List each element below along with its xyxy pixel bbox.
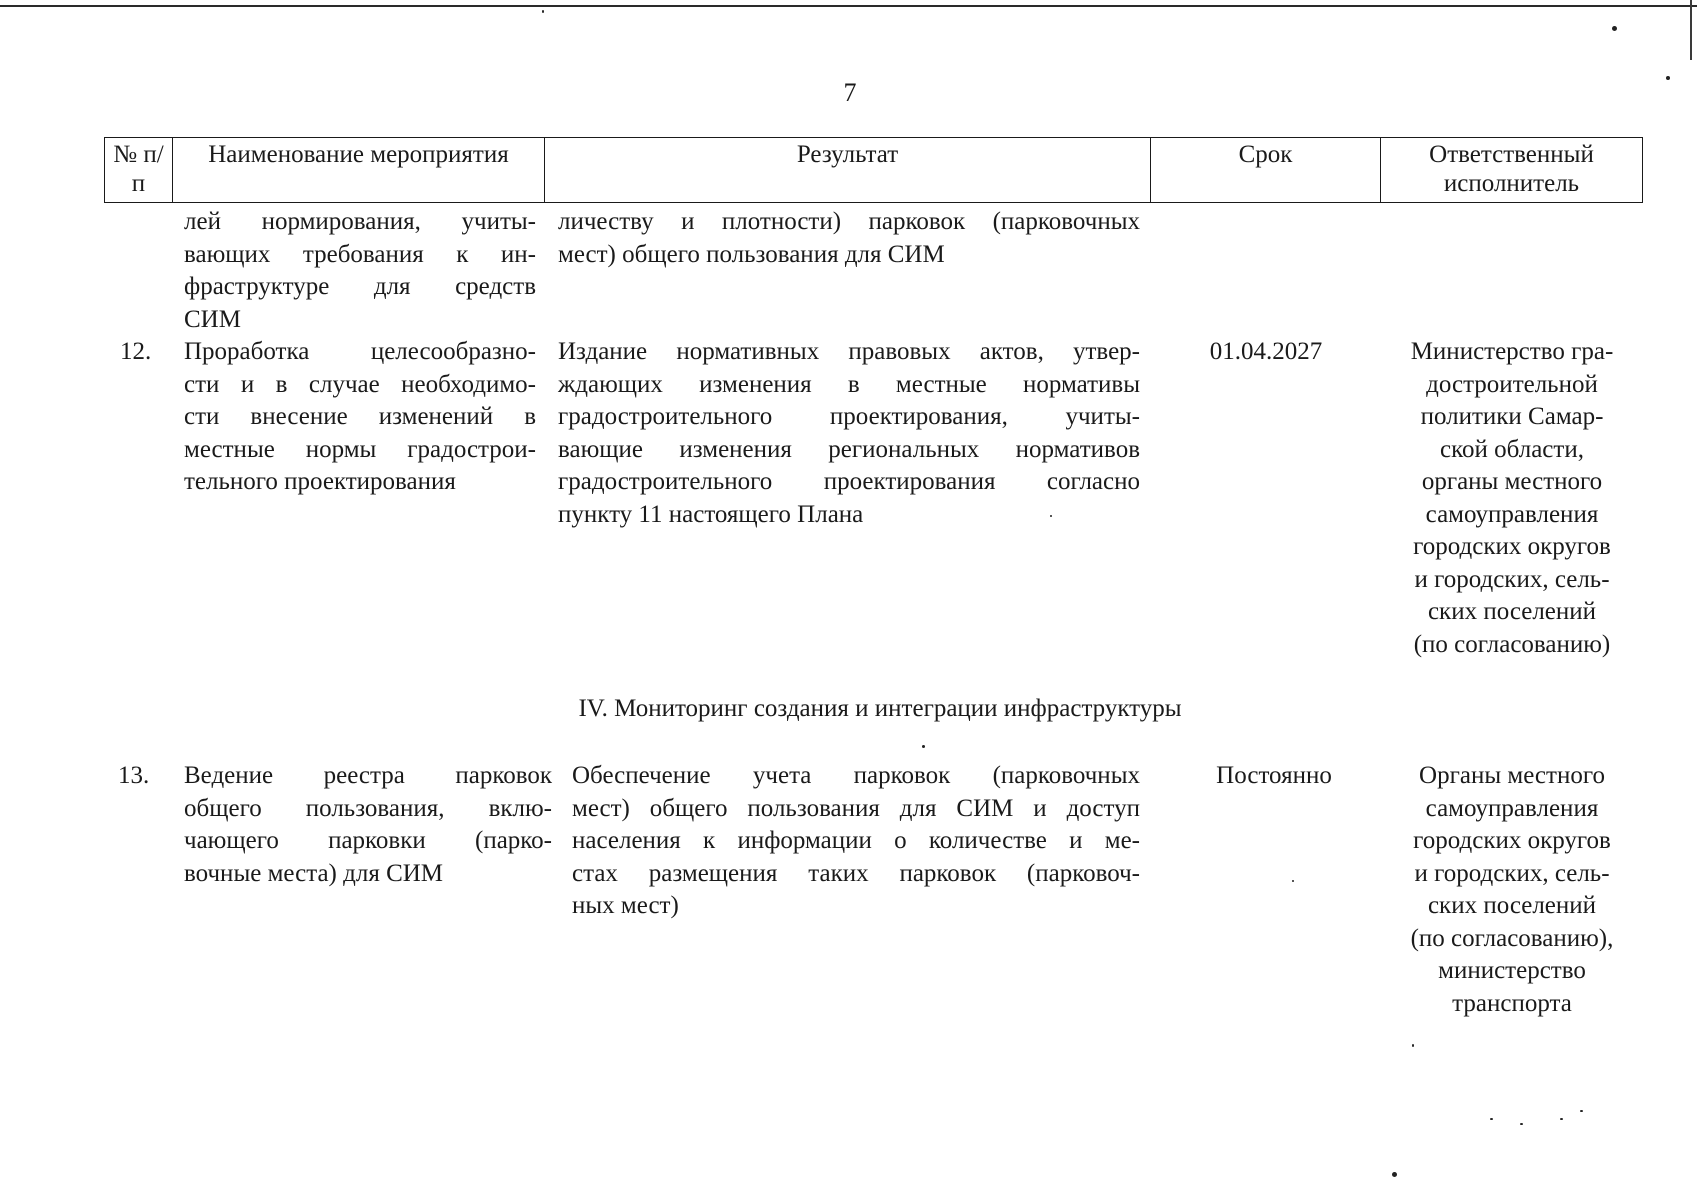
header-result: Результат xyxy=(545,138,1151,203)
scan-speck xyxy=(1292,880,1294,882)
text-line: тельного проектирования xyxy=(184,468,456,495)
text-line: Органы местного xyxy=(1419,762,1605,789)
text-line: достроительной xyxy=(1426,370,1598,398)
row-12-deadline: 01.04.2027 xyxy=(1209,338,1323,365)
header-name: Наименование мероприятия xyxy=(173,138,545,203)
row-12-num: 12. xyxy=(120,338,152,365)
scan-speck xyxy=(1612,26,1617,31)
row-13-name-cell xyxy=(184,760,552,890)
header-responsible: Ответственный исполнитель xyxy=(1381,138,1643,203)
text-line: органы местного xyxy=(1421,468,1603,495)
row-13-deadline: Постоянно xyxy=(1216,762,1332,789)
text-line: и городских, сель- xyxy=(1414,859,1610,887)
scan-speck xyxy=(1490,1118,1493,1120)
scan-speck xyxy=(1520,1123,1523,1125)
text-line: самоуправления xyxy=(1425,794,1599,822)
text-line: лей нормирования, учиты- xyxy=(184,208,536,235)
text-line: пункту 11 настоящего Плана xyxy=(558,500,864,528)
text-line: Проработка целесообразно- xyxy=(184,338,536,365)
header-num: № п/п xyxy=(105,138,173,203)
header-deadline: Срок xyxy=(1151,138,1381,203)
row-13-num: 13. xyxy=(118,762,150,789)
text-line: СИМ xyxy=(184,305,241,333)
text-line: населения к информации о количестве и ме- xyxy=(572,827,1140,854)
text-line: вающих требования к ин- xyxy=(184,240,536,268)
text-line: ской области, xyxy=(1440,435,1584,463)
text-line: Министерство гра- xyxy=(1410,338,1614,365)
text-line: министерство xyxy=(1438,957,1586,984)
continuation-name-cell xyxy=(184,206,536,336)
text-line: городских округов xyxy=(1413,827,1611,854)
text-line: чающего парковки (парко- xyxy=(184,827,552,854)
text-line: ных мест) xyxy=(572,892,679,919)
row-13-responsible-cell xyxy=(1384,760,1640,1020)
scan-speck xyxy=(1666,76,1670,80)
row-12-responsible-cell xyxy=(1384,336,1640,661)
scan-border-right xyxy=(1690,0,1692,60)
text-line: ских поселений xyxy=(1427,598,1597,625)
row-12-name-cell xyxy=(184,336,536,499)
text-line: транспорта xyxy=(1452,989,1572,1017)
page-number: 7 xyxy=(843,78,857,107)
scan-speck xyxy=(1560,1118,1563,1120)
text-line: градостроительного проектирования, учиты- xyxy=(558,403,1140,430)
text-line: Ведение реестра парковок xyxy=(184,762,552,789)
text-line: стах размещения таких парковок (парковоч- xyxy=(572,859,1140,887)
row-12-result-cell xyxy=(558,336,1140,531)
text-line: (по согласованию), xyxy=(1410,924,1614,952)
text-line: градостроительного проектирования согласно xyxy=(558,468,1140,495)
text-line: ждающих изменения в местные нормативы xyxy=(558,370,1140,398)
section-title: IV. Мониторинг создания и интеграции инфраструктуры xyxy=(578,695,1182,722)
text-line: личеству и плотности) парковок (парковочных xyxy=(558,208,1140,235)
text-line: местные нормы градострои- xyxy=(184,435,536,463)
scan-speck xyxy=(1412,1044,1414,1047)
text-line: (по согласованию) xyxy=(1413,630,1611,658)
scan-speck xyxy=(542,10,544,13)
scan-border-top xyxy=(0,5,1697,7)
text-line: сти и в случае необходимо- xyxy=(184,370,536,398)
scan-speck xyxy=(922,745,925,748)
text-line: сти внесение изменений в xyxy=(184,403,536,430)
text-line: городских округов xyxy=(1413,533,1611,560)
continuation-result-cell xyxy=(558,206,1140,271)
table-header xyxy=(104,137,1643,203)
scan-speck xyxy=(1580,1110,1583,1112)
text-line: ских поселений xyxy=(1427,892,1597,919)
text-line: Обеспечение учета парковок (парковочных xyxy=(572,762,1140,789)
text-line: мест) общего пользования для СИМ и доступ xyxy=(572,794,1140,822)
text-line: мест) общего пользования для СИМ xyxy=(558,240,945,268)
text-line: самоуправления xyxy=(1425,500,1599,528)
text-line: политики Самар- xyxy=(1420,403,1604,430)
text-line: фраструктуре для средств xyxy=(184,273,536,300)
text-line: и городских, сель- xyxy=(1414,565,1610,593)
text-line: вочные места) для СИМ xyxy=(184,859,444,887)
header-row xyxy=(105,138,1643,203)
scan-speck xyxy=(1392,1172,1397,1177)
text-line: Издание нормативных правовых актов, утвер- xyxy=(558,338,1140,365)
text-line: вающие изменения региональных нормативов xyxy=(558,435,1140,463)
text-line: общего пользования, вклю- xyxy=(184,794,552,822)
row-13-result-cell xyxy=(572,760,1140,923)
